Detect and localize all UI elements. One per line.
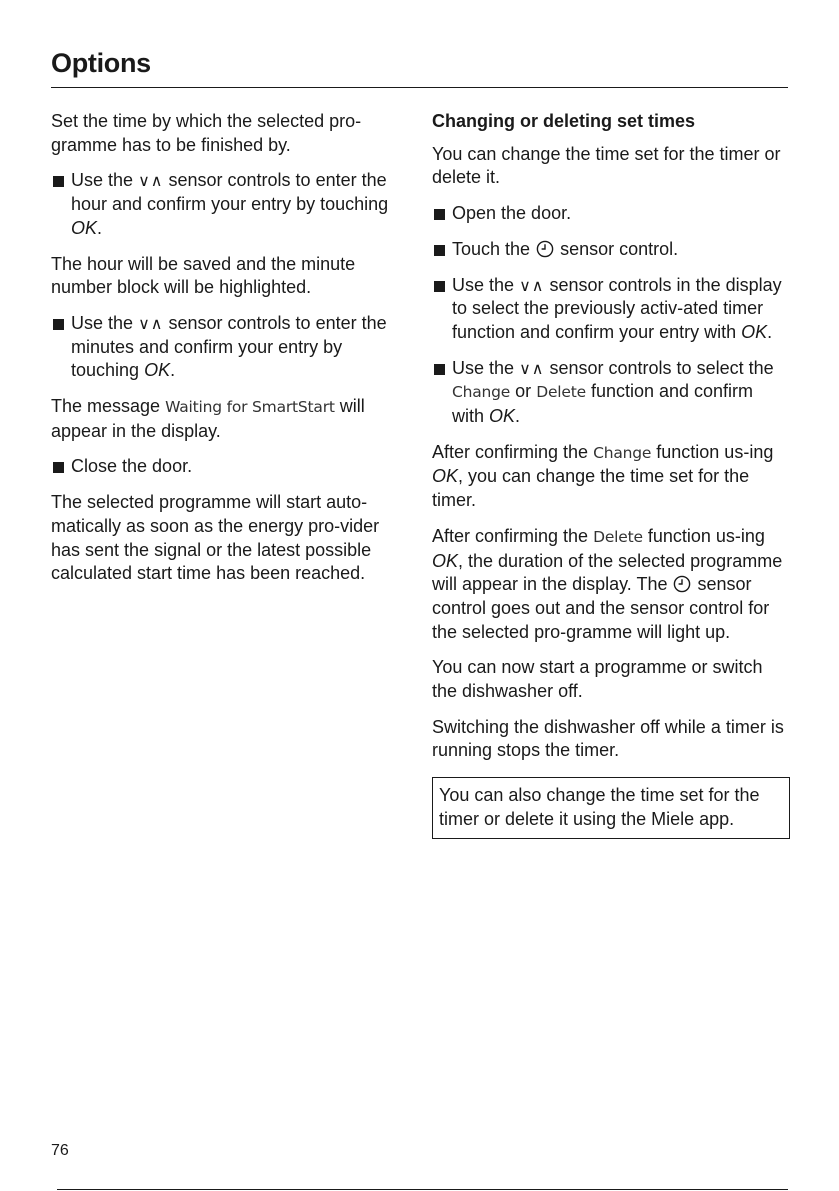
arrows-icon: ∨∧	[138, 313, 164, 333]
display-message: Waiting for SmartStart	[165, 398, 335, 417]
clock-icon	[536, 240, 554, 258]
display-delete: Delete	[593, 527, 643, 546]
section-heading: Changing or deleting set times	[432, 111, 696, 131]
page-number: 76	[51, 1142, 69, 1159]
bullet-item: Use the ∨∧ sensor controls to enter the minutes and confirm your entry by touching OK.	[51, 312, 407, 383]
bullet-square-icon	[53, 176, 64, 187]
bullet-item: Close the door.	[51, 455, 407, 479]
arrows-icon: ∨∧	[519, 275, 545, 295]
arrows-icon: ∨∧	[519, 358, 545, 378]
bullet-item: Touch the sensor control.	[432, 238, 790, 262]
bullet-item: Use the ∨∧ sensor controls in the display to select the previously activ-ated timer function and confirm your entry with OK.	[432, 274, 790, 345]
display-change: Change	[593, 443, 652, 462]
bullet-square-icon	[434, 209, 445, 220]
page-title: Options	[51, 48, 151, 78]
display-delete: Delete	[536, 383, 586, 402]
bullet-item: Use the ∨∧ sensor controls to select the Change or Delete function and confirm with OK.	[432, 357, 790, 429]
paragraph: The hour will be saved and the minute number block will be highlighted.	[51, 253, 356, 298]
footer-divider	[57, 1189, 788, 1190]
bullet-square-icon	[434, 364, 445, 375]
bullet-square-icon	[434, 281, 445, 292]
paragraph: Set the time by which the selected pro-gramme has to be finished by.	[51, 111, 362, 155]
bullet-square-icon	[53, 319, 64, 330]
right-column	[432, 110, 790, 839]
paragraph: After confirming the Delete function us-ing OK, the duration of the selected programme will appear in the display. The sensor control goes out and the sensor control for the selected pro-gramme will light up.	[432, 525, 783, 642]
paragraph: You can change the time set for the timer or delete it.	[432, 143, 781, 188]
paragraph: Switching the dishwasher off while a timer is running stops the timer.	[432, 716, 784, 761]
paragraph: You can now start a programme or switch the dishwasher off.	[432, 657, 763, 702]
bullet-square-icon	[53, 462, 64, 473]
clock-icon	[673, 575, 691, 593]
paragraph: After confirming the Change function us-ing OK, you can change the time set for the timer.	[432, 441, 774, 511]
note-text: You can also change the time set for the timer or delete it using the Miele app.	[439, 785, 760, 829]
arrows-icon: ∨∧	[138, 171, 164, 191]
title-divider	[51, 87, 788, 88]
paragraph: The selected programme will start auto-matically as soon as the energy pro-vider has sent the signal or the latest possible calculated start time has been reached.	[51, 492, 380, 584]
left-column	[51, 110, 407, 598]
bullet-item: Open the door.	[432, 202, 790, 226]
paragraph: The message Waiting for SmartStart will appear in the display.	[51, 396, 365, 441]
bullet-square-icon	[434, 245, 445, 256]
bullet-item: Use the ∨∧ sensor controls to enter the hour and confirm your entry by touching OK.	[51, 169, 407, 240]
note-box	[432, 777, 790, 838]
display-change: Change	[452, 383, 511, 402]
